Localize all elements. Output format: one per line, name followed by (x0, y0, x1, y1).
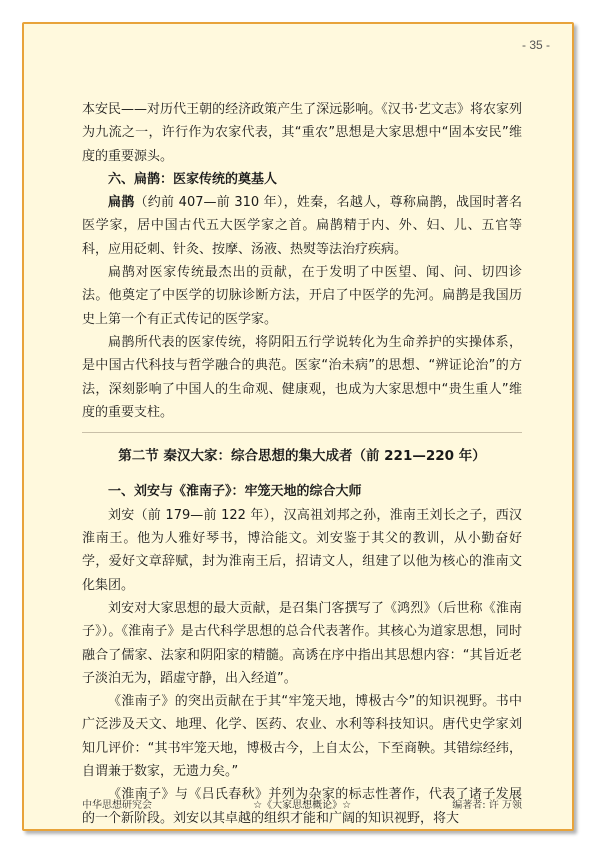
bianque-name: 扁鹊 (108, 195, 135, 211)
footer-book-title: ☆《大家思想概论》☆ (253, 800, 352, 811)
paragraph-bianque-contribution: 扁鹊对医家传统最杰出的贡献，在于发明了中医望、闻、问、切四诊法。他奠定了中医学的切脉诊断方法，开启了中医学的先河。扁鹊是我国历史上第一个有正式传记的医学家。 (82, 265, 522, 327)
paragraph-liuan-contribution: 刘安对大家思想的最大贡献，是召集门客撰写了《鸿烈》（后世称《淮南子》）。《淮南子》是古代科学思想的总合代表著作。其核心为道家思想，同时融合了儒家、法家和阴阳家的精髓。高诱在序中指出其思想内容：“其旨近老子淡泊无为，蹈虚守静，出入经道”。 (82, 600, 522, 686)
page-body (82, 98, 522, 830)
paragraph-nongjia-continued: 本安民——对历代王朝的经济政策产生了深远影响。《汉书·艺文志》将农家列为九流之一，许行作为农家代表，其“重农”思想是大家思想中“固本安民”维度的重要源头。 (82, 102, 522, 164)
paragraph-huainanzi-status: 《淮南子》与《吕氏春秋》并列为杂家的标志性著作，代表了诸子发展的一个新阶段。刘安以其卓越的组织才能和广阔的知识视野，将大 (82, 787, 522, 826)
paragraph-bianque-intro (82, 191, 522, 261)
paragraph-bianque-tradition: 扁鹊所代表的医家传统，将阴阳五行学说转化为生命养护的实操体系，是中国古代科技与哲学融合的典范。医家“治未病”的思想、“辨证论治”的方法，深刻影响了中国人的生命观、健康观，也成为大家思想中“贵生重人”维度的重要支柱。 (82, 334, 522, 420)
section-divider (82, 432, 522, 433)
section-separator (82, 432, 522, 468)
page-number: - 35 - (521, 38, 550, 52)
bianque-intro-text: （约前 407—前 310 年），姓秦，名越人，尊称扁鹊，战国时著名医学家，居中国古代五大医学家之首。扁鹊精于内、外、妇、儿、五官等科，应用砭刺、针灸、按摩、汤液、热熨等法治疗疾病。 (82, 195, 522, 257)
footer-author: 编著者: 许 万领 (452, 800, 522, 811)
heading-bianque: 六、扁鹊：医家传统的奠基人 (108, 171, 278, 187)
heading-liuan: 一、刘安与《淮南子》：牢笼天地的综合大师 (108, 484, 362, 500)
page-footer (82, 796, 522, 811)
paragraph-huainanzi-vision: 《淮南子》的突出贡献在于其“牢笼天地，博极古今”的知识视野。书中广泛涉及天文、地理、化学、医药、农业、水利等科技知识。唐代史学家刘知几评价：“其书牢笼天地，博极古今，上自太公，下至商鞅。其错综经纬，自谓兼于数家，无遗力矣。” (82, 694, 522, 780)
section-title: 第二节 秦汉大家：综合思想的集大成者（前 221—220 年） (118, 448, 486, 465)
paragraph-liuan-bio: 刘安（前 179—前 122 年），汉高祖刘邦之孙，淮南王刘长之子，西汉淮南王。他为人雅好琴书，博洽能文。刘安鉴于其父的教训，从小勤奋好学，爱好文章辞赋，封为淮南王后，招请文人，组建了以他为核心的淮南文化集团。 (82, 507, 522, 593)
footer-organization: 中华思想研究会 (82, 800, 152, 811)
